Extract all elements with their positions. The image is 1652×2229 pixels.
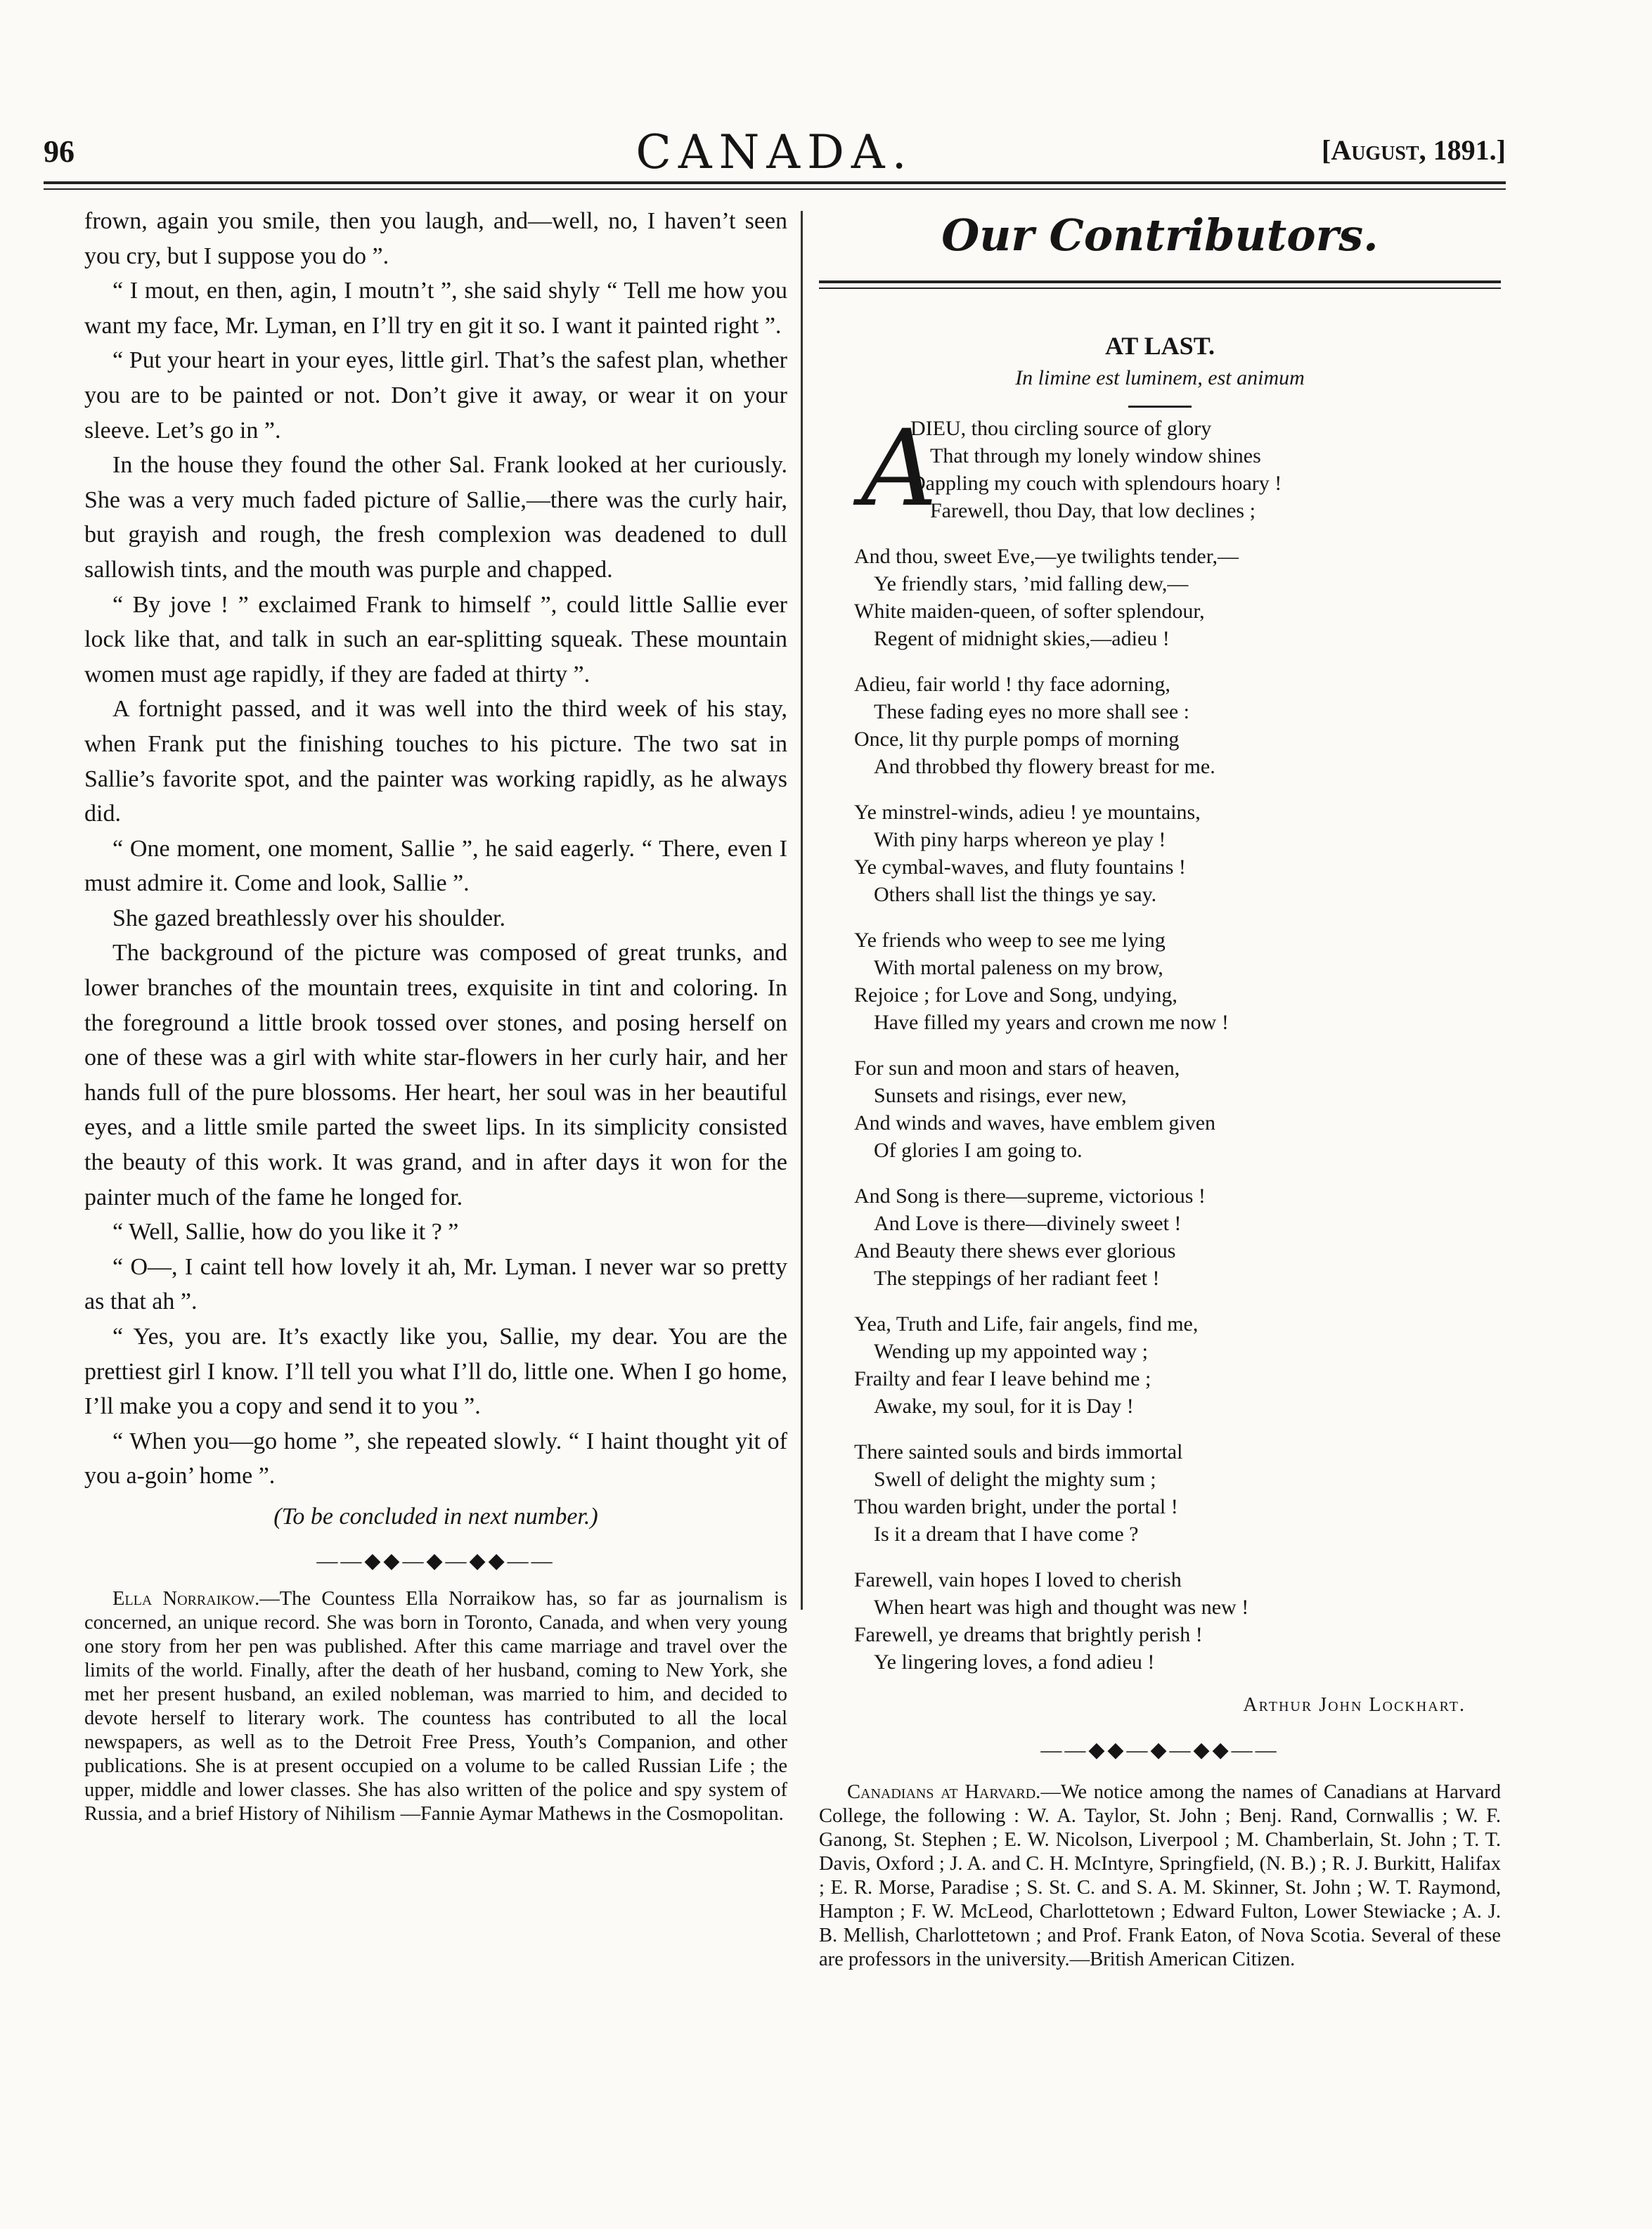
poem-line: Farewell, thou Day, that low declines ; [930,499,1256,522]
poem-stanza [819,1566,1501,1676]
page-number: 96 [44,134,75,169]
poem-line: These fading eyes no more shall see : [874,700,1190,723]
poem-line: With mortal paleness on my brow, [874,956,1163,979]
harvard-note [819,1781,1501,1972]
story-paragraph: “ Put your heart in your eyes, little girl. That’s the safest plan, whether you are to be painted or not. Don’t give it away, or wear it on your sleeve. Let’s go in ”. [84,347,787,444]
note-body: —The Countess Ella Norraikow has, so far as journalism is concerned, an unique record. She was born in Toronto, Canada, and when very young one story from her pen was published. After this came marriage and travel over the limits of the world. Finally, after the death of her husband, coming to New York, she met her present husband, an exiled nobleman, was married to him, and decided to devote herself to literary work. The countess has contributed to all the local newspapers, as well as to the Detroit Free Press, Youth’s Companion, and other publications. She is at present occupied on a volume to be called Russian Life ; the upper, middle and lower classes. She has also written of the police and spy system of Russia, and a brief History of Nihilism —Fannie Aymar Mathews in the Cosmopolitan. [84,1587,788,1825]
section-title: Our Contributors. [941,209,1379,261]
story-paragraph: “ I mout, en then, agin, I moutn’t ”, she said shyly “ Tell me how you want my face, Mr. Lyman, en I’ll try en git it so. I want it painted right ”. [84,278,787,339]
poem-line: Sunsets and risings, ever new, [874,1084,1127,1107]
poem-line: Wending up my appointed way ; [874,1340,1149,1363]
poem-stanza [819,1310,1501,1420]
poem-stanza [819,1438,1501,1548]
poem-line: Have filled my years and crown me now ! [874,1011,1229,1034]
story-paragraph: “ By jove ! ” exclaimed Frank to himself ”, could little Sallie ever lock like that, and talk in such an ear-splitting squeak. These mountain women must age rapidly, if they are faded at thirty ”. [84,591,787,687]
poem-line: Frailty and fear I leave behind me ; [854,1367,1151,1390]
poem-line: Ye friendly stars, ’mid falling dew,— [874,572,1189,595]
poem-line: There sainted souls and birds immortal [854,1440,1183,1464]
poem-line: With piny harps whereon ye play ! [874,828,1166,851]
poem-line: Of glories I am going to. [874,1139,1083,1162]
poem-line: Dappling my couch with splendours hoary ! [910,472,1282,495]
poem-line: Regent of midnight skies,—adieu ! [874,627,1170,650]
note-lead: Ella Norraikow. [112,1587,260,1610]
poem-line: White maiden-queen, of softer splendour, [854,600,1205,623]
poem-title: AT LAST. [1104,332,1215,360]
issue-date [1322,134,1506,167]
right-column [819,204,1501,1972]
poem-line: Farewell, vain hopes I loved to cherish [854,1568,1182,1591]
poem-line: Once, lit thy purple pomps of morning [854,728,1180,751]
poem-line: DIEU, thou circling source of glory [910,417,1212,440]
story-paragraph: “ Yes, you are. It’s exactly like you, Sallie, my dear. You are the prettiest girl I know. I’ll tell you what I’ll do, little one. When I go home, I’ll make you a copy and send it to you ”. [84,1324,787,1420]
story-paragraph: “ Well, Sallie, how do you like it ? ” [112,1219,459,1246]
poem-line: Ye lingering loves, a fond adieu ! [874,1650,1155,1674]
poem-line: Farewell, ye dreams that brightly perish ! [854,1623,1203,1646]
story-paragraph: “ O—, I caint tell how lovely it ah, Mr. Lyman. I never war so pretty as that ah ”. [84,1253,787,1315]
header-rule-bottom [44,188,1506,190]
page-header [44,125,1506,179]
story-paragraph: “ When you—go home ”, she repeated slowly. “ I haint thought yit of you a-goin’ home ”. [84,1428,787,1490]
poem-line: And throbbed thy flowery breast for me. [874,755,1215,778]
poem-line: Yea, Truth and Life, fair angels, find me, [854,1312,1199,1336]
poem-line: Others shall list the things ye say. [874,883,1157,906]
poem-title-rule [1128,406,1192,408]
section-rule-bottom [819,287,1501,289]
ella-norraikow-note [84,1587,787,1826]
poem-line: Is it a dream that I have come ? [874,1523,1139,1546]
note-body: —We notice among the names of Canadians at Harvard College, the following : W. A. Taylor, St. John ; Benj. Rand, Cornwallis ; W. F. Ganong, St. Stephen ; E. W. Nicolson, Liverpool ; M. Chamberlain, St. John ; T. T. Davis, Oxford ; J. A. and C. H. McIntyre, Springfield, (N. B.) ; R. J. Burkitt, Halifax ; E. R. Morse, Paradise ; S. St. C. and S. A. M. Skinner, St. John ; W. T. Raymond, Hampton ; F. W. McLeod, Charlottetown ; Edward Fulton, Lower Stewiacke ; A. J. B. Mellish, Charlottetown ; and Prof. Frank Eaton, of Nova Scotia. Several of these are professors in the university.—British American Citizen. [819,1781,1501,1970]
poem-line: Ye minstrel-winds, adieu ! ye mountains, [854,801,1201,824]
section-ornament: ——◆◆—◆—◆◆—— [1040,1738,1279,1762]
story-paragraph: She gazed breathlessly over his shoulder. [112,905,505,931]
drop-cap: A [861,408,938,530]
issue-date-text: [August, 1891.] [1322,134,1506,166]
poem-line: The steppings of her radiant feet ! [874,1267,1160,1290]
poem-line: That through my lonely window shines [930,444,1261,467]
poem-stanza [819,1182,1501,1292]
poem-epigraph: In limine est luminem, est animum [1015,366,1305,389]
poem-stanza [819,1054,1501,1164]
poem-signature: Arthur John Lockhart. [1243,1694,1466,1716]
poem-line: And thou, sweet Eve,—ye twilights tender,— [854,545,1239,568]
poem-line: Thou warden bright, under the portal ! [854,1495,1178,1518]
story-continuation [84,204,787,1535]
column-divider [801,211,803,1610]
story-paragraph: “ One moment, one moment, Sallie ”, he said eagerly. “ There, even I must admire it. Come and look, Sallie ”. [84,835,787,897]
poem-stanza [819,926,1501,1036]
poem-line: Ye friends who weep to see me lying [854,929,1166,952]
masthead: CANADA. [635,125,914,179]
section-rule-top [819,280,1501,283]
poem-stanza [819,543,1501,652]
poem-line: And winds and waves, have emblem given [854,1111,1216,1135]
section-ornament: ——◆◆—◆—◆◆—— [316,1549,555,1572]
story-paragraph: The background of the picture was composed of great trunks, and lower branches of the mountain trees, exquisite in tint and coloring. In the foreground a little brook tossed over stones, and posing herself on one of these was a girl with white star-flowers in her curly hair, and her hands full of the pure blossoms. Her heart, her soul was in her beautiful eyes, and a little smile parted the sweet lips. In its simplicity consisted the beauty of this work. It was grand, and in after days it won for the painter much of the fame he longed for. [84,940,787,1210]
poem-line: And Song is there—supreme, victorious ! [854,1184,1206,1208]
note-lead: Canadians at Harvard. [847,1781,1041,1803]
story-paragraph: A fortnight passed, and it was well into the third week of his stay, when Frank put the finishing touches to his picture. The two sat in Sallie’s favorite spot, and the painter was working rapidly, as he always did. [84,696,787,827]
poem-line: Ye cymbal-waves, and fluty fountains ! [854,855,1186,879]
poem-line: Awake, my soul, for it is Day ! [874,1395,1134,1418]
poem-stanza [819,799,1501,908]
poem-line: When heart was high and thought was new ! [874,1596,1249,1619]
story-paragraph: In the house they found the other Sal. Frank looked at her curiously. She was a very much faded picture of Sallie,—there was the curly hair, but grayish and rough, the fresh complexion was deadened to dull sallowish tints, and the mouth was purple and chapped. [84,452,787,583]
left-column [84,204,787,1826]
poem-line: For sun and moon and stars of heaven, [854,1057,1180,1080]
poem-line: Swell of delight the mighty sum ; [874,1468,1156,1491]
header-rule-top [44,181,1506,184]
poem-line: And Beauty there shews ever glorious [854,1239,1176,1262]
poem-line: Rejoice ; for Love and Song, undying, [854,983,1177,1007]
poem-stanza [819,671,1501,780]
poem-stanza [819,408,1501,530]
poem-line: And Love is there—divinely sweet ! [874,1212,1182,1235]
poem-line: Adieu, fair world ! thy face adorning, [854,673,1170,696]
story-paragraph: frown, again you smile, then you laugh, and—well, no, I haven’t seen you cry, but I suppose you do ”. [84,208,787,269]
continued-note: (To be concluded in next number.) [273,1503,598,1530]
